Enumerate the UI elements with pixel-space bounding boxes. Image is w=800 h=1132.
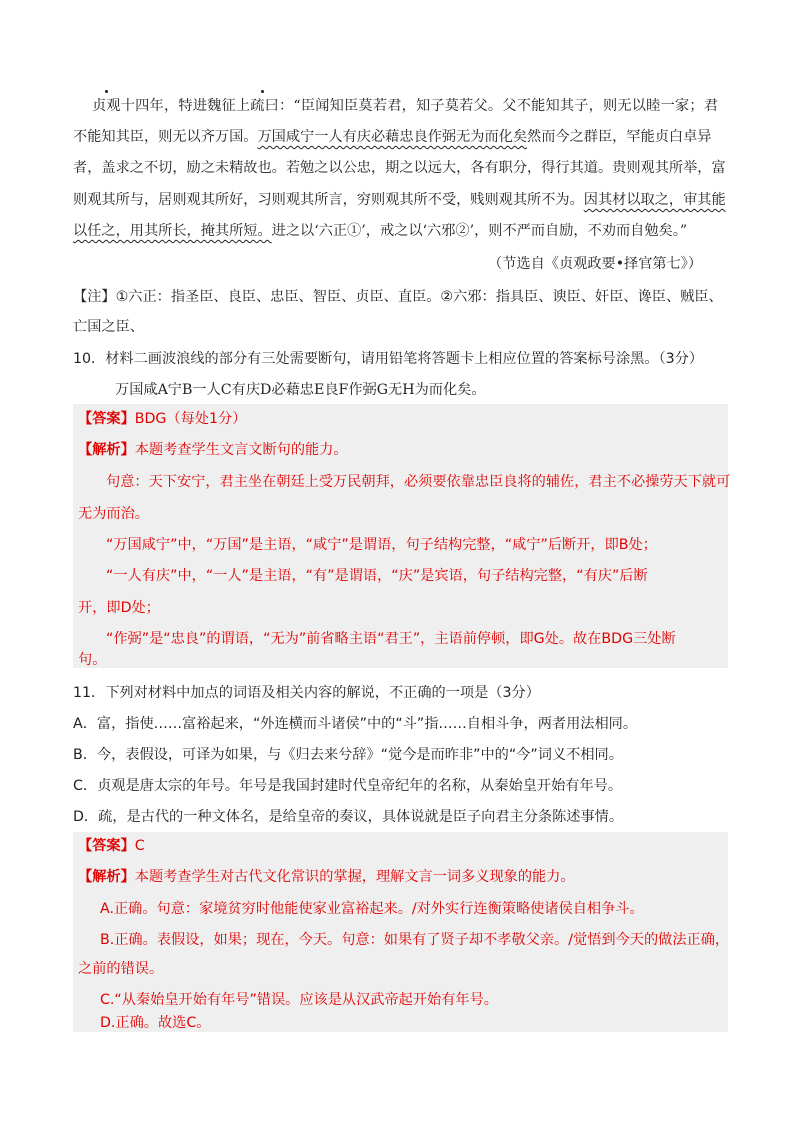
passage-line xyxy=(73,127,728,147)
answer-tag: 【答案】 xyxy=(78,411,135,427)
note-line: 【注】①六正：指圣臣、良臣、忠臣、智臣、贞臣、直臣。②六邪：指具臣、谀臣、奸臣、谗臣、贼臣、 xyxy=(73,289,723,305)
passage-line xyxy=(73,190,728,210)
option-d: D．疏，是古代的一种文体名，是给皇帝的奏议，具体说就是臣子向君主分条陈述事情。 xyxy=(73,809,624,825)
passage-line: 者，盖求之不切，励之未精故也。若勉之以公忠，期之以远大，各有职分，得行其道。贵则观其所举，富 xyxy=(73,160,726,176)
analysis-line: “作弼”是“忠良”的谓语，“无为”前省略主语“君王”，主语前停顿，即G处。故在BDG三处断 xyxy=(106,631,676,647)
analysis-text: 本题考查学生文言文断句的能力。 xyxy=(134,442,348,458)
underlined-text: 因其材以取之，审其能 xyxy=(583,192,726,208)
note-line: 亡国之臣、 xyxy=(73,319,144,335)
analysis-tag: 【解析】 xyxy=(78,869,135,885)
wavy-underline-text: 万国咸宁一人有庆必藉忠良作弼无为而化矣 xyxy=(257,129,528,145)
passage-text: 则观其所与，居则观其所好，习则观其所言，穷则观其所不受，贱则观其所不为。 xyxy=(73,192,584,208)
passage-line xyxy=(73,221,728,241)
analysis-line: “万国咸宁”中，“万国”是主语，“咸宁”是谓语，句子结构完整，“咸宁”后断开，即B处； xyxy=(106,537,657,553)
source-citation: （节选自《贞观政要•择官第七》） xyxy=(488,256,703,272)
emphasis-dot xyxy=(105,90,108,93)
option-a: A．富，指使……富裕起来，“外连横而斗诸侯”中的“斗”指……自相斗争，两者用法相同。 xyxy=(73,716,638,732)
answer-line xyxy=(78,836,145,856)
question-10: 10．材料二画波浪线的部分有三处需要断句，请用铅笔将答题卡上相应位置的答案标号涂黑。（3分） xyxy=(73,351,704,367)
answer-tag: 【答案】 xyxy=(78,838,135,854)
analysis-line: B.正确。表假设，如果；现在，今天。句意：如果有了贤子却不孝敬父亲。/觉悟到今天的做法正确， xyxy=(100,932,730,948)
answer-value: BDG（每处1分） xyxy=(134,411,247,427)
analysis-line: D.正确。故选C。 xyxy=(100,1015,211,1031)
passage-line: 贞观十四年，特进魏征上疏曰：“臣闻知臣莫若君，知子莫若父。父不能知其子，则无以睦一家；君 xyxy=(92,98,719,114)
option-b: B．今，表假设，可译为如果，与《归去来兮辞》“觉今是而昨非”中的“今”词义不相同。 xyxy=(73,747,623,763)
analysis-line: 句意：天下安宁，君主坐在朝廷上受万民朝拜，必须要依靠忠臣良将的辅佐，君主不必操劳天下就可 xyxy=(106,474,731,490)
analysis-text: 本题考查学生对古代文化常识的掌握，理解文言一词多义现象的能力。 xyxy=(134,869,575,885)
analysis-line: 开，即D处； xyxy=(78,600,160,616)
analysis-line: A.正确。句意：家境贫穷时他能使家业富裕起来。/对外实行连衡策略使诸侯自相争斗。 xyxy=(100,901,644,917)
question-11: 11．下列对材料中加点的词语及相关内容的解说，不正确的一项是（3分） xyxy=(73,685,540,701)
analysis-line xyxy=(78,867,575,887)
analysis-line: 句。 xyxy=(78,652,107,668)
analysis-line: C.“从秦始皇开始有年号”错误。应该是从汉武帝起开始有年号。 xyxy=(100,992,498,1008)
underlined-text: 以任之，用其所长，掩其所短。 xyxy=(73,223,272,239)
option-c: C．贞观是唐太宗的年号。年号是我国封建时代皇帝纪年的名称，从秦始皇开始有年号。 xyxy=(73,778,623,794)
passage-text: 不能知其臣，则无以齐万国。 xyxy=(73,129,258,145)
answer-value: C xyxy=(134,838,145,854)
analysis-line: 之前的错误。 xyxy=(78,961,164,977)
analysis-line xyxy=(78,440,348,460)
analysis-line: 无为而治。 xyxy=(78,506,149,522)
question-10-options: 万国咸A宁B一人C有庆D必藉忠E良F作弼G无H为而化矣。 xyxy=(115,382,486,398)
analysis-tag: 【解析】 xyxy=(78,442,135,458)
passage-text: 然而今之群臣，罕能贞白卓异 xyxy=(527,129,712,145)
analysis-line: “一人有庆”中，“一人”是主语，“有”是谓语，“庆”是宾语，句子结构完整，“有庆”后断 xyxy=(106,568,648,584)
emphasis-dot xyxy=(261,90,264,93)
answer-line xyxy=(78,409,246,429)
passage-text: 进之以‘六正①’，戒之以‘六邪②’，则不严而自励，不劝而自勉矣。” xyxy=(271,223,688,239)
